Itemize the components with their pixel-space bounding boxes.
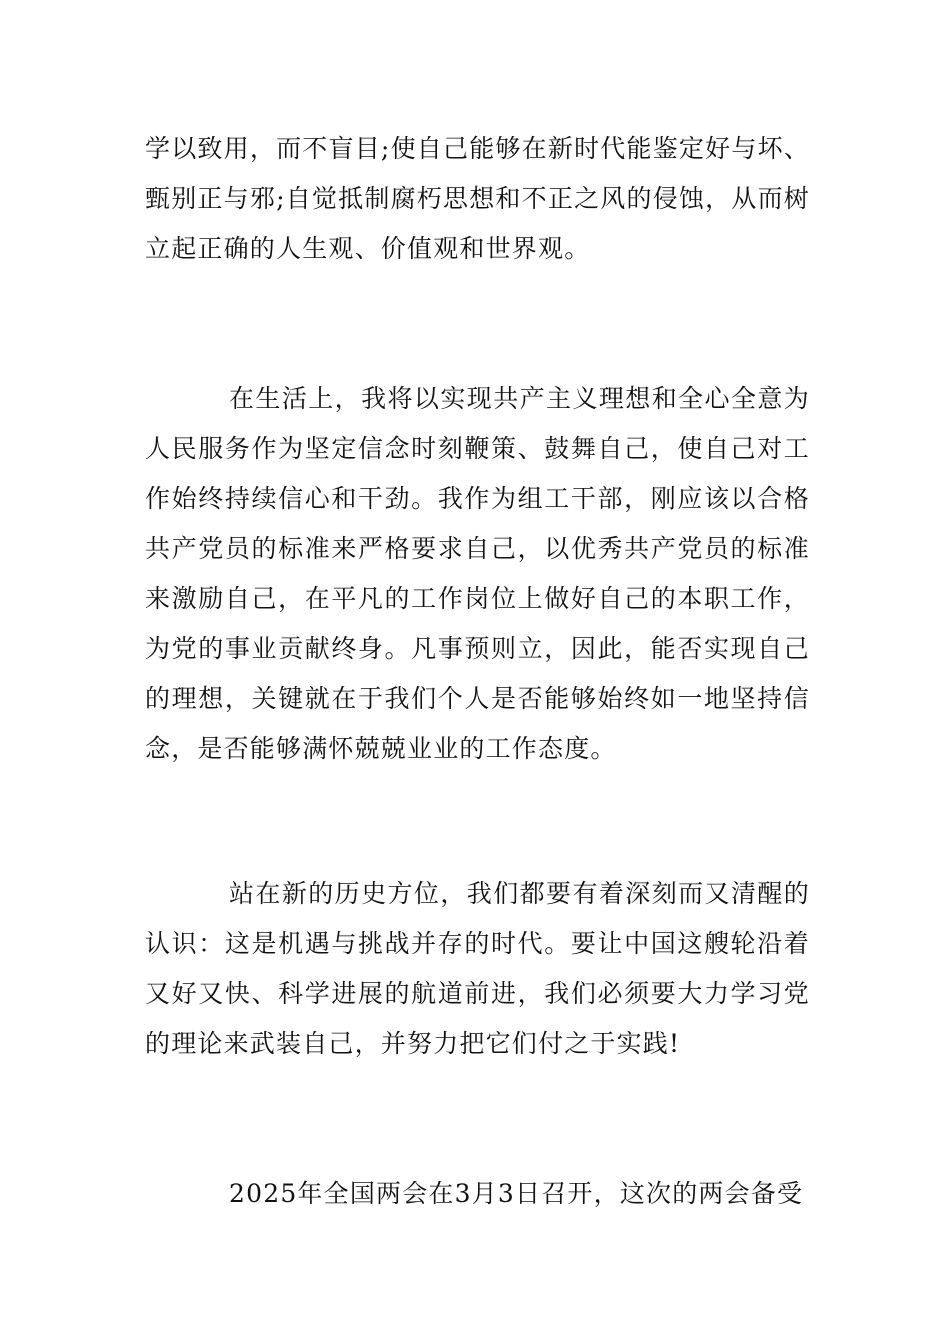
paragraph-1: 学以致用，而不盲目;使自己能够在新时代能鉴定好与坏、甄别正与邪;自觉抵制腐朽思想和不正之风的侵蚀，从而树立起正确的人生观、价值观和世界观。 [145,134,810,263]
paragraph-4: 2025年全国两会在3月3日召开，这次的两会备受 [229,1179,804,1208]
paragraph-2: 在生活上，我将以实现共产主义理想和全心全意为人民服务作为坚定信念时刻鞭策、鼓舞自己，使自己对工作始终持续信心和干劲。我作为组工干部，刚应该以合格共产党员的标准来严格要求自己，以优秀共产党员的标准来激励自己，在平凡的工作岗位上做好自己的本职工作，为党的事业贡献终身。凡事预则立，因此，能否实现自己的理想，关键就在于我们个人是否能够始终如一地坚持信念，是否能够满怀兢兢业业的工作态度。 [145,384,810,763]
paragraph-3: 站在新的历史方位，我们都要有着深刻而又清醒的认识：这是机遇与挑战并存的时代。要让中国这艘轮沿着又好又快、科学进展的航道前进，我们必须要大力学习党的理论来武装自己，并努力把它们付之于实践! [145,879,810,1058]
